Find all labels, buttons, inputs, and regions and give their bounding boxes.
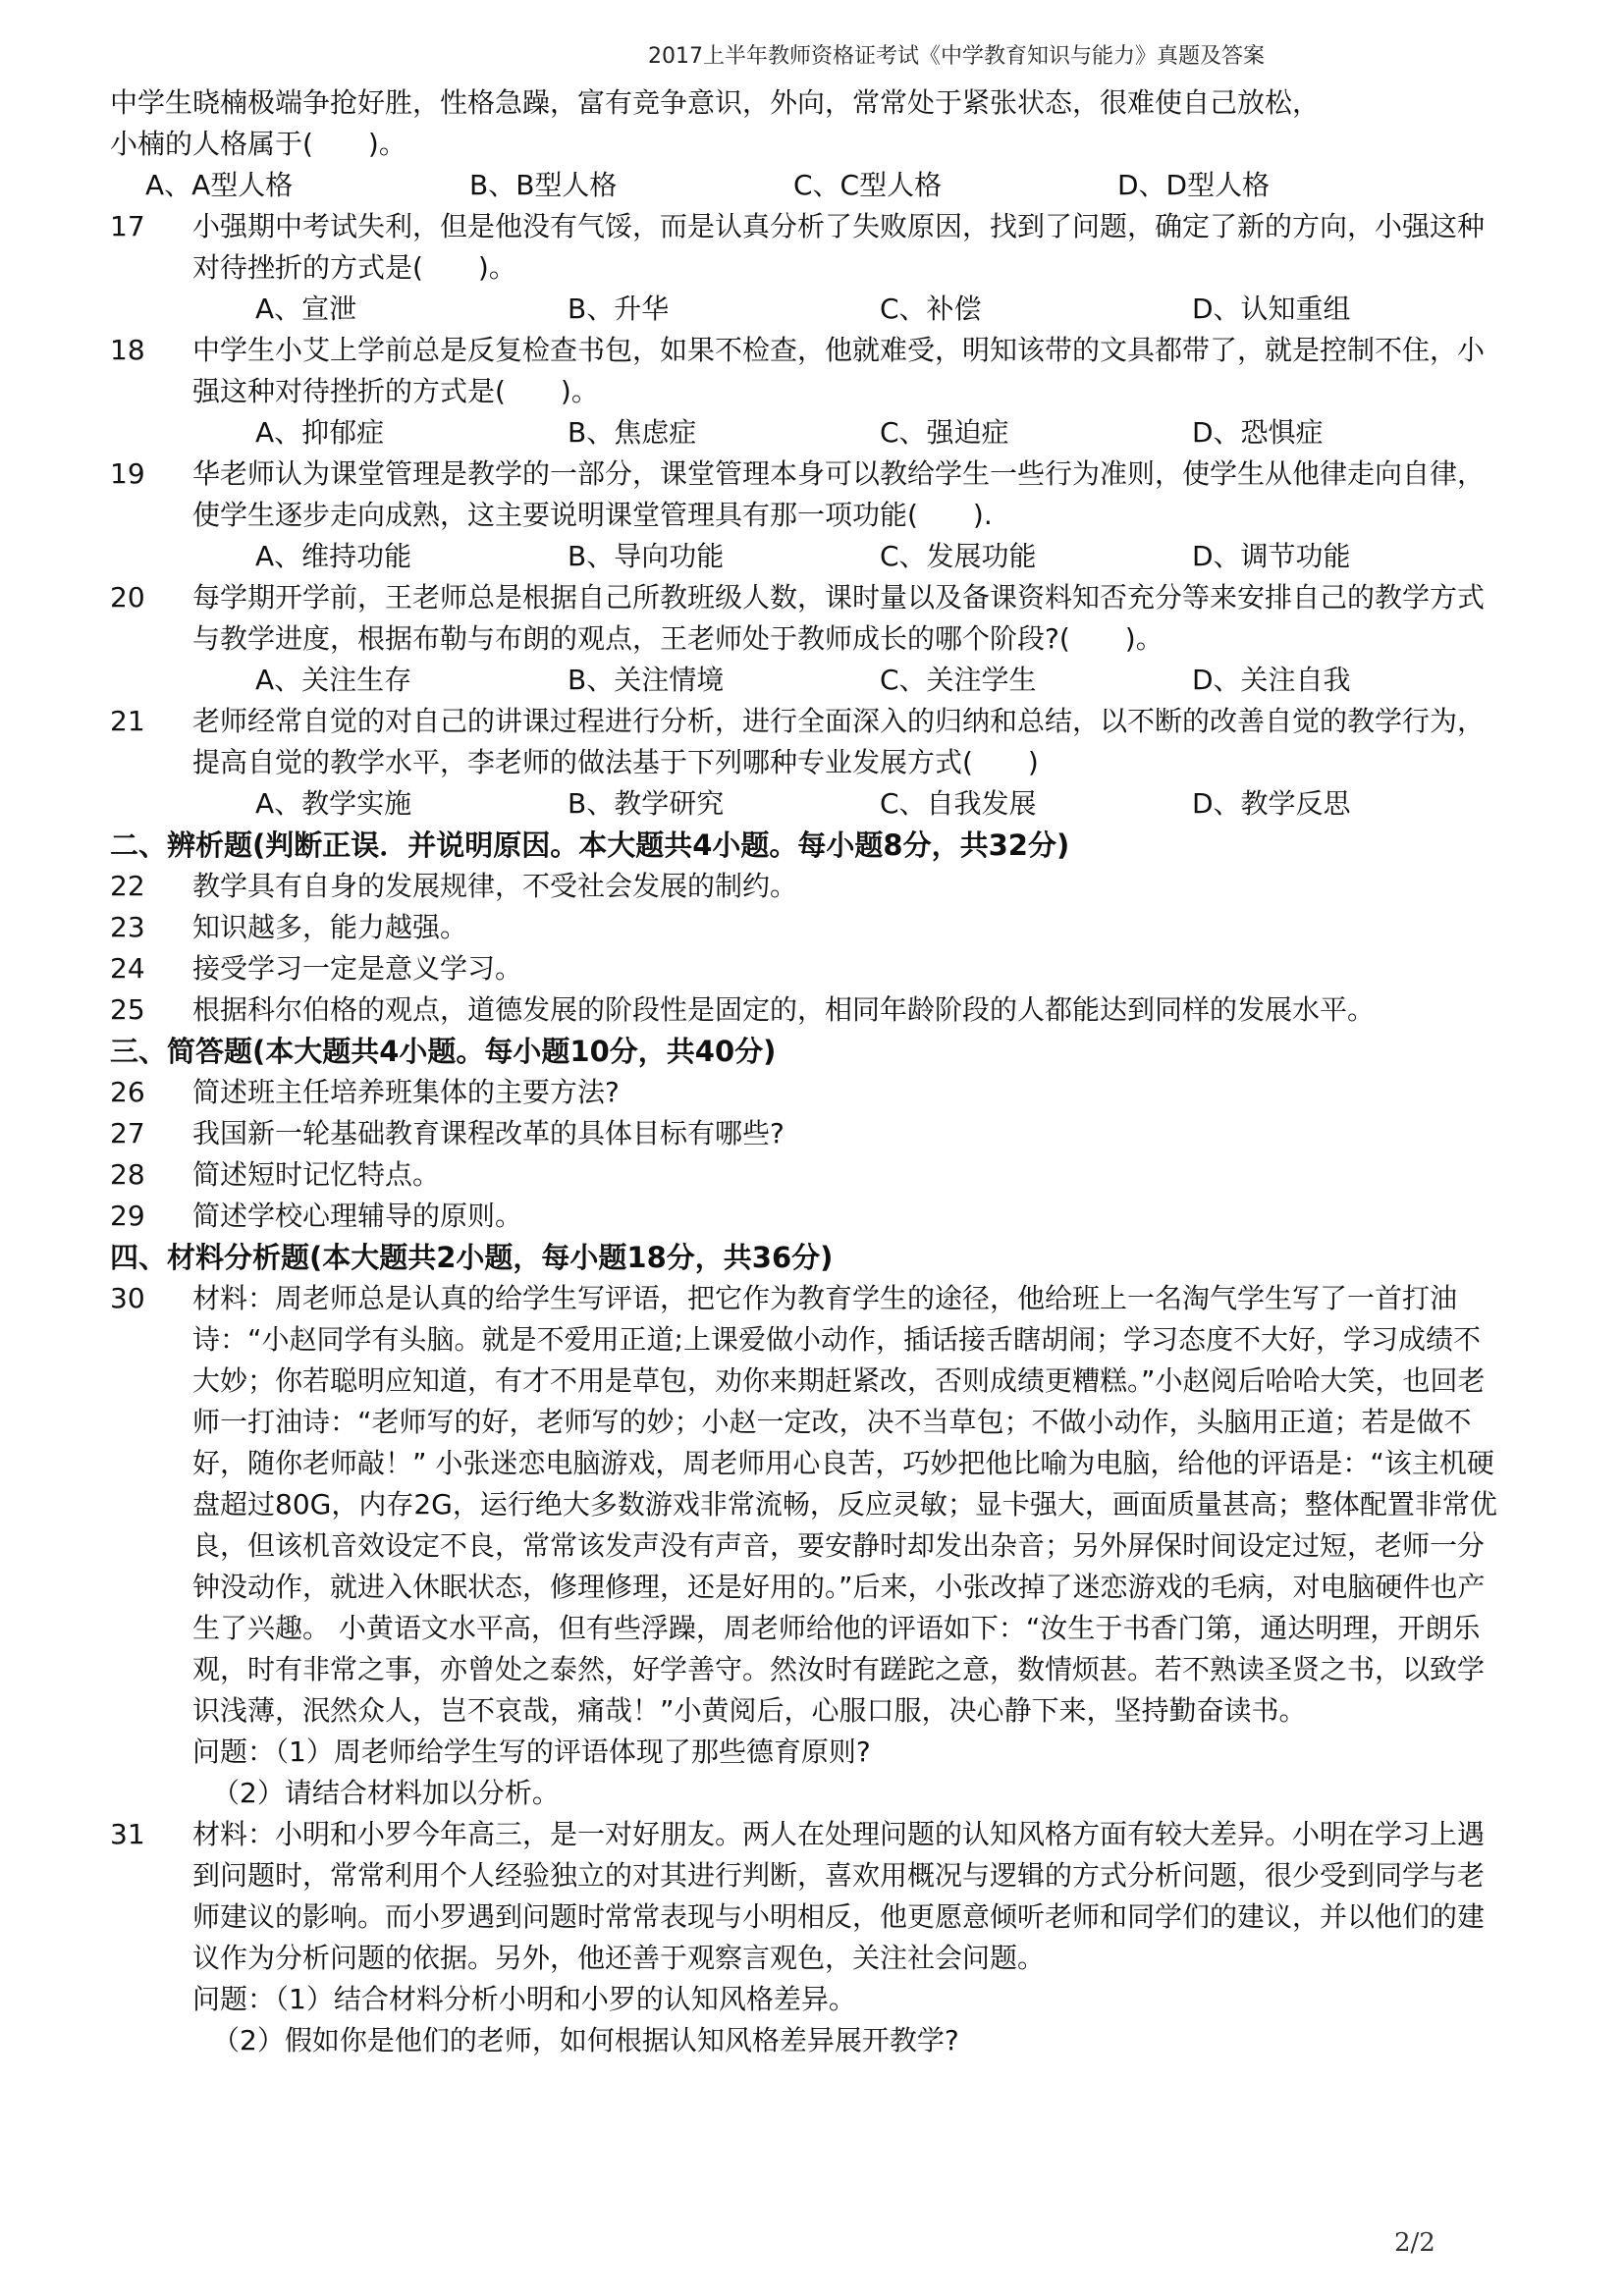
question-number: 26 [110, 1076, 145, 1108]
section-heading-3: 三、简答题(本大题共4小题。每小题10分，共40分) [110, 1035, 777, 1068]
page-number: 2/2 [1394, 2228, 1435, 2258]
question-number: 24 [110, 952, 145, 985]
question-23 [110, 907, 1504, 948]
option-d: D、调节功能 [1192, 540, 1351, 572]
question-text: 简述学校心理辅导的原则。 [192, 1200, 523, 1232]
question-number: 23 [110, 911, 145, 943]
option-c: C、关注学生 [880, 664, 1037, 696]
question-text: 中学生小艾上学前总是反复检查书包，如果不检查，他就难受，明知该带的文具都带了，就是控制不住，小强这种对待挫折的方式是( )。 [192, 334, 1486, 407]
question-number: 28 [110, 1158, 145, 1191]
sub-question-2: （2）假如你是他们的老师，如何根据认知风格差异展开教学? [212, 2024, 959, 2056]
material-text: 材料：小明和小罗今年高三，是一对好朋友。两人在处理问题的认知风格方面有较大差异。小明在学习上遇到问题时，常常利用个人经验独立的对其进行判断，喜欢用概况与逻辑的方式分析问题，很少受到同学与老师建议的影响。而小罗遇到问题时常常表现与小明相反，他更愿意倾听老师和同学们的建议，并以他们的建议作为分析问题的依据。另外，他还善于观察言观色，关注社会问题。 [192, 1818, 1486, 1974]
q17-options [255, 289, 1504, 330]
question-number: 31 [110, 1818, 145, 1850]
question-24 [110, 948, 1504, 989]
option-b: B、教学研究 [568, 787, 725, 820]
section-heading-2: 二、辨析题(判断正误．并说明原因。本大题共4小题。每小题8分，共32分) [110, 828, 1070, 862]
question-18 [110, 330, 1504, 412]
sub-question-2: （2）请结合材料加以分析。 [212, 1777, 560, 1809]
q19-options [255, 536, 1504, 577]
option-a: A、维持功能 [255, 540, 412, 572]
question-number: 20 [110, 581, 145, 614]
option-a: A、抑郁症 [255, 416, 385, 449]
sub-question-1: 问题：（1）结合材料分析小明和小罗的认知风格差异。 [192, 1983, 856, 2015]
question-text: 简述班主任培养班集体的主要方法? [192, 1076, 620, 1108]
option-b: B、B型人格 [469, 169, 618, 201]
q21-options [255, 783, 1504, 825]
question-number: 30 [110, 1282, 145, 1314]
question-19 [110, 454, 1504, 536]
question-30 [110, 1278, 1504, 1814]
option-a: A、A型人格 [145, 169, 294, 201]
question-27 [110, 1113, 1504, 1154]
question-number: 22 [110, 870, 145, 902]
option-c: C、强迫症 [880, 416, 1009, 449]
question-text: 每学期开学前，王老师总是根据自己所教班级人数，课时量以及备课资料知否充分等来安排自己的教学方式与教学进度，根据布勒与布朗的观点，王老师处于教师成长的哪个阶段?( )。 [192, 581, 1486, 655]
question-17 [110, 206, 1504, 289]
question-number: 17 [110, 210, 145, 242]
option-d: D、恐惧症 [1192, 416, 1324, 449]
question-text: 华老师认为课堂管理是教学的一部分，课堂管理本身可以教给学生一些行为准则，使学生从他律走向自律，使学生逐步走向成熟，这主要说明课堂管理具有那一项功能( ). [192, 457, 1486, 531]
option-c: C、自我发展 [880, 787, 1037, 820]
question-31 [110, 1814, 1504, 2061]
question-number: 18 [110, 334, 145, 366]
option-d: D、教学反思 [1192, 787, 1351, 820]
question-26 [110, 1072, 1504, 1113]
question-number: 27 [110, 1117, 145, 1149]
option-b: B、升华 [568, 293, 670, 325]
option-b: B、导向功能 [568, 540, 725, 572]
section-heading-4: 四、材料分析题(本大题共2小题，每小题18分，共36分) [110, 1241, 834, 1274]
question-21 [110, 701, 1504, 783]
option-c: C、补偿 [880, 293, 982, 325]
option-d: D、关注自我 [1192, 664, 1351, 696]
question-body [192, 1814, 1504, 2061]
question-text: 我国新一轮基础教育课程改革的具体目标有哪些? [192, 1117, 785, 1149]
question-28 [110, 1154, 1504, 1196]
q16-line2: 小楠的人格属于( )。 [110, 128, 406, 160]
q16-options [145, 165, 1504, 206]
question-text: 根据科尔伯格的观点，道德发展的阶段性是固定的，相同年龄阶段的人都能达到同样的发展水平。 [192, 993, 1376, 1026]
q18-options [255, 412, 1504, 454]
q16-line1: 中学生晓楠极端争抢好胜，性格急躁，富有竞争意识，外向，常常处于紧张状态，很难使自己放松， [110, 86, 1321, 119]
question-number: 19 [110, 457, 145, 490]
q20-options [255, 660, 1504, 701]
option-d: D、D型人格 [1117, 169, 1271, 201]
option-b: B、焦虑症 [568, 416, 697, 449]
material-text: 材料：周老师总是认真的给学生写评语，把它作为教育学生的途径，他给班上一名淘气学生写了一首打油诗：“小赵同学有头脑。就是不爱用正道;上课爱做小动作，插话接舌瞎胡闹；学习态度不大好，学习成绩不大妙；你若聪明应知道，有才不用是草包，劝你来期赶紧改，否则成绩更糟糕。”小赵阅后哈哈大笑，也回老师一打油诗：“老师写的好，老师写的妙；小赵一定改，决不当草包；不做小动作，头脑用正道；若是做不好，随你老师敲！” 小张迷恋电脑游戏，周老师用心良苦，巧妙把他比喻为电脑，给他的评语是：“该主机硬盘超过80G，内存2G，运行绝大多数游戏非常流畅，反应灵敏；显卡强大，画面质量甚高；整体配置非常优良，但该机音效设定不良，常常该发声没有声音，要安静时却发出杂音；另外屏保时间设定过短，老师一分钟没动作，就进入休眠状态，修理修理，还是好用的。”后来，小张改掉了迷恋游戏的毛病，对电脑硬件也产生了兴趣。 小黄语文水平高，但有些浮躁，周老师给他的评语如下：“汝生于书香门第，通达明理，开朗乐观，时有非常之事，亦曾处之泰然，好学善守。然汝时有蹉跎之意，数情烦甚。若不熟读圣贤之书，以致学识浅薄，泯然众人，岂不哀哉，痛哉！”小黄阅后，心服口服，决心静下来，坚持勤奋读书。 [192, 1282, 1497, 1727]
option-c: C、C型人格 [793, 169, 943, 201]
option-a: A、关注生存 [255, 664, 412, 696]
question-29 [110, 1196, 1504, 1237]
question-text: 教学具有自身的发展规律，不受社会发展的制约。 [192, 870, 798, 902]
sub-question-1: 问题：（1）周老师给学生写的评语体现了那些德育原则? [192, 1735, 871, 1768]
document-body [110, 82, 1504, 2061]
option-d: D、认知重组 [1192, 293, 1351, 325]
question-text: 简述短时记忆特点。 [192, 1158, 441, 1191]
option-b: B、关注情境 [568, 664, 725, 696]
question-20 [110, 577, 1504, 660]
question-25 [110, 989, 1504, 1031]
question-text: 知识越多，能力越强。 [192, 911, 468, 943]
option-a: A、教学实施 [255, 787, 412, 820]
question-text: 小强期中考试失利，但是他没有气馁，而是认真分析了失败原因，找到了问题，确定了新的方向，小强这种对待挫折的方式是( )。 [192, 210, 1486, 284]
question-text: 老师经常自觉的对自己的讲课过程进行分析，进行全面深入的归纳和总结，以不断的改善自觉的教学行为，提高自觉的教学水平，李老师的做法基于下列哪种专业发展方式( ) [192, 705, 1486, 778]
question-number: 21 [110, 705, 145, 737]
option-a: A、宣泄 [255, 293, 357, 325]
question-body [192, 1278, 1504, 1814]
question-number: 25 [110, 993, 145, 1026]
question-22 [110, 866, 1504, 907]
option-c: C、发展功能 [880, 540, 1037, 572]
question-number: 29 [110, 1200, 145, 1232]
question-text: 接受学习一定是意义学习。 [192, 952, 523, 985]
page-header: 2017上半年教师资格证考试《中学教育知识与能力》真题及答案 [648, 44, 1265, 69]
